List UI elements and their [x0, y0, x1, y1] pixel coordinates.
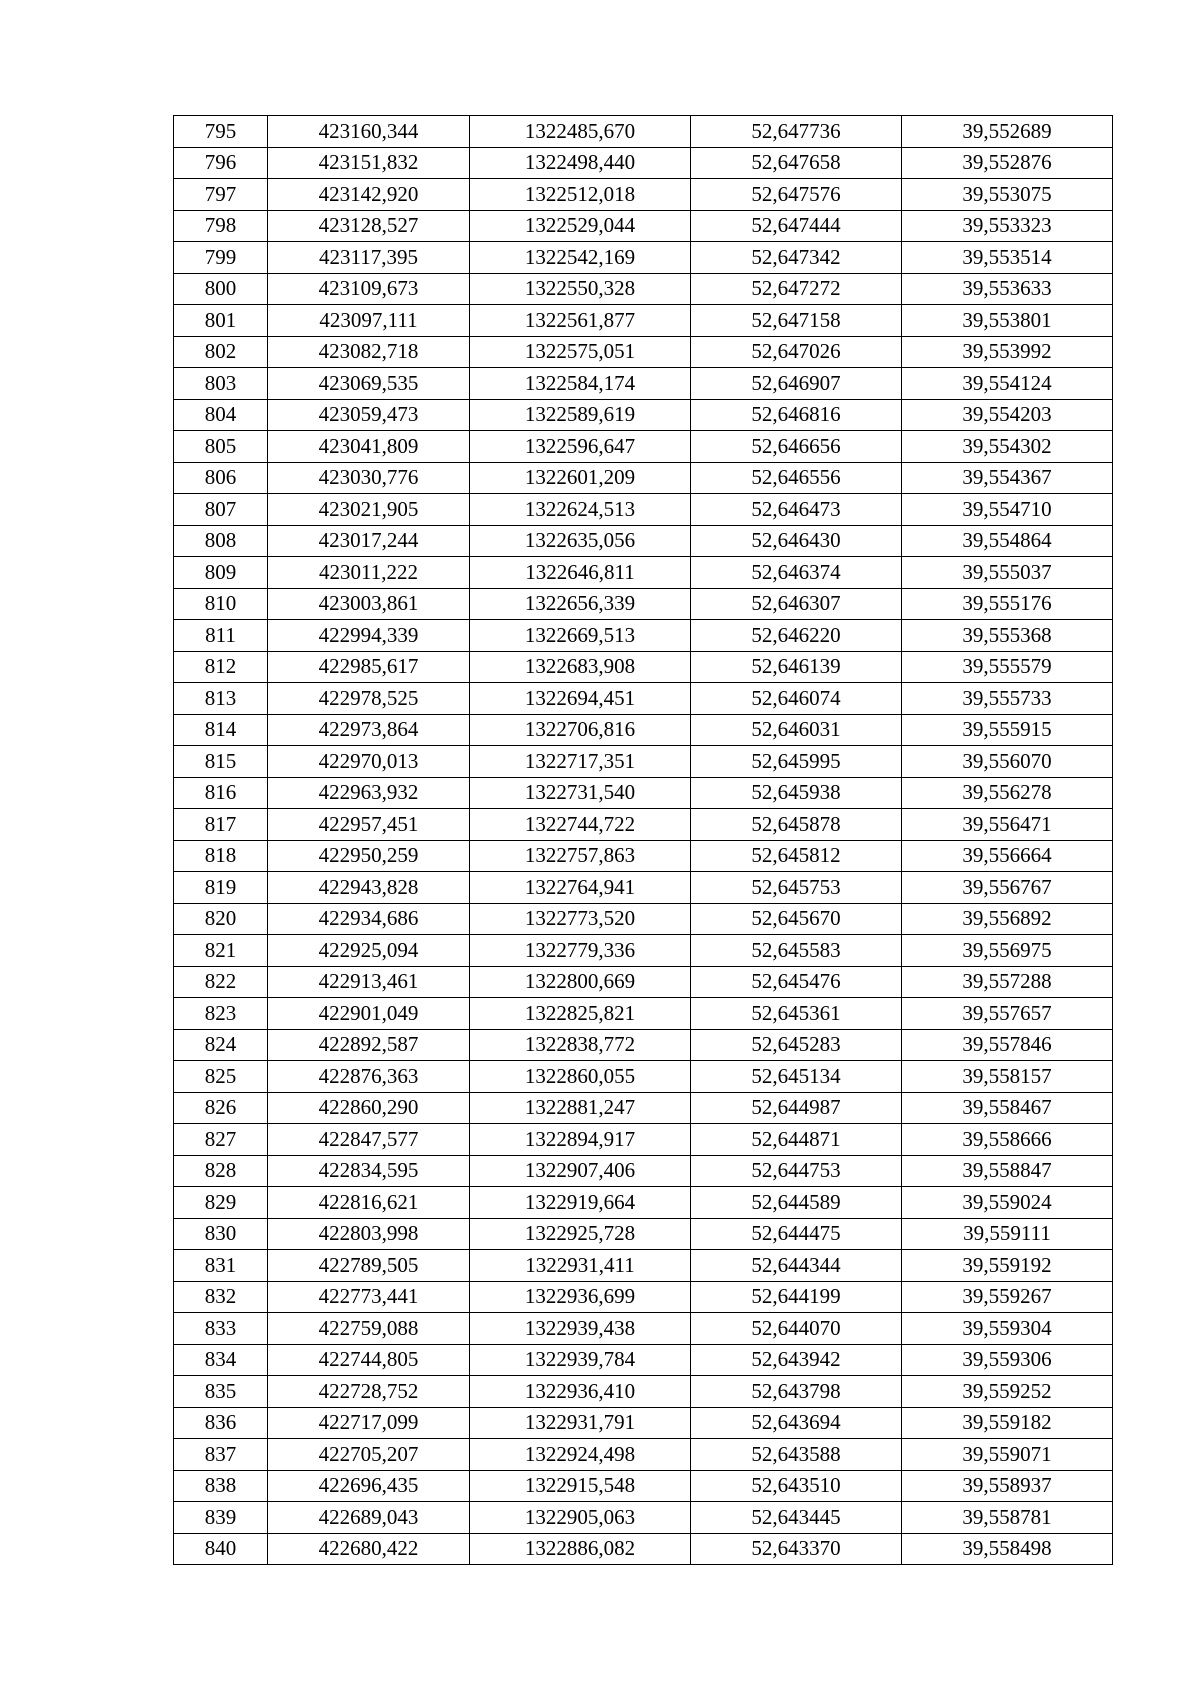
x-coordinate-cell: 423011,222	[268, 557, 470, 589]
latitude-cell: 52,647658	[691, 147, 902, 179]
point-number-cell: 820	[174, 903, 268, 935]
point-number-cell: 816	[174, 777, 268, 809]
longitude-cell: 39,558781	[902, 1502, 1113, 1534]
table-row	[174, 273, 1113, 305]
x-coordinate-cell: 422744,805	[268, 1344, 470, 1376]
longitude-cell: 39,558498	[902, 1533, 1113, 1565]
y-coordinate-cell: 1322731,540	[470, 777, 691, 809]
latitude-cell: 52,644753	[691, 1155, 902, 1187]
x-coordinate-cell: 422901,049	[268, 998, 470, 1030]
longitude-cell: 39,556664	[902, 840, 1113, 872]
table-row	[174, 1407, 1113, 1439]
y-coordinate-cell: 1322925,728	[470, 1218, 691, 1250]
y-coordinate-cell: 1322635,056	[470, 525, 691, 557]
latitude-cell: 52,646374	[691, 557, 902, 589]
x-coordinate-cell: 422943,828	[268, 872, 470, 904]
latitude-cell: 52,645995	[691, 746, 902, 778]
x-coordinate-cell: 423069,535	[268, 368, 470, 400]
x-coordinate-cell: 423041,809	[268, 431, 470, 463]
x-coordinate-cell: 423097,111	[268, 305, 470, 337]
x-coordinate-cell: 422789,505	[268, 1250, 470, 1282]
longitude-cell: 39,555176	[902, 588, 1113, 620]
point-number-cell: 802	[174, 336, 268, 368]
latitude-cell: 52,644199	[691, 1281, 902, 1313]
longitude-cell: 39,557288	[902, 966, 1113, 998]
point-number-cell: 811	[174, 620, 268, 652]
point-number-cell: 824	[174, 1029, 268, 1061]
latitude-cell: 52,645878	[691, 809, 902, 841]
latitude-cell: 52,647736	[691, 116, 902, 148]
table-row	[174, 242, 1113, 274]
point-number-cell: 832	[174, 1281, 268, 1313]
longitude-cell: 39,556975	[902, 935, 1113, 967]
latitude-cell: 52,646307	[691, 588, 902, 620]
y-coordinate-cell: 1322894,917	[470, 1124, 691, 1156]
y-coordinate-cell: 1322744,722	[470, 809, 691, 841]
latitude-cell: 52,643445	[691, 1502, 902, 1534]
y-coordinate-cell: 1322601,209	[470, 462, 691, 494]
table-row	[174, 179, 1113, 211]
longitude-cell: 39,556767	[902, 872, 1113, 904]
y-coordinate-cell: 1322939,438	[470, 1313, 691, 1345]
longitude-cell: 39,555733	[902, 683, 1113, 715]
longitude-cell: 39,559306	[902, 1344, 1113, 1376]
x-coordinate-cell: 423082,718	[268, 336, 470, 368]
x-coordinate-cell: 422816,621	[268, 1187, 470, 1219]
latitude-cell: 52,643510	[691, 1470, 902, 1502]
point-number-cell: 827	[174, 1124, 268, 1156]
y-coordinate-cell: 1322683,908	[470, 651, 691, 683]
x-coordinate-cell: 422705,207	[268, 1439, 470, 1471]
x-coordinate-cell: 423151,832	[268, 147, 470, 179]
table-row	[174, 1187, 1113, 1219]
latitude-cell: 52,645476	[691, 966, 902, 998]
table-row	[174, 336, 1113, 368]
point-number-cell: 796	[174, 147, 268, 179]
y-coordinate-cell: 1322886,082	[470, 1533, 691, 1565]
x-coordinate-cell: 423030,776	[268, 462, 470, 494]
latitude-cell: 52,646430	[691, 525, 902, 557]
y-coordinate-cell: 1322646,811	[470, 557, 691, 589]
table-row	[174, 305, 1113, 337]
longitude-cell: 39,552876	[902, 147, 1113, 179]
point-number-cell: 818	[174, 840, 268, 872]
x-coordinate-cell: 422680,422	[268, 1533, 470, 1565]
longitude-cell: 39,559252	[902, 1376, 1113, 1408]
table-row	[174, 1061, 1113, 1093]
point-number-cell: 829	[174, 1187, 268, 1219]
x-coordinate-cell: 422985,617	[268, 651, 470, 683]
x-coordinate-cell: 422717,099	[268, 1407, 470, 1439]
y-coordinate-cell: 1322561,877	[470, 305, 691, 337]
x-coordinate-cell: 422994,339	[268, 620, 470, 652]
table-row	[174, 525, 1113, 557]
point-number-cell: 825	[174, 1061, 268, 1093]
y-coordinate-cell: 1322881,247	[470, 1092, 691, 1124]
table-row	[174, 1250, 1113, 1282]
x-coordinate-cell: 422773,441	[268, 1281, 470, 1313]
longitude-cell: 39,554864	[902, 525, 1113, 557]
table-row	[174, 746, 1113, 778]
table-row	[174, 1533, 1113, 1565]
x-coordinate-cell: 422957,451	[268, 809, 470, 841]
longitude-cell: 39,554302	[902, 431, 1113, 463]
table-row	[174, 620, 1113, 652]
y-coordinate-cell: 1322800,669	[470, 966, 691, 998]
y-coordinate-cell: 1322717,351	[470, 746, 691, 778]
table-row	[174, 872, 1113, 904]
longitude-cell: 39,553992	[902, 336, 1113, 368]
table-row	[174, 714, 1113, 746]
latitude-cell: 52,646031	[691, 714, 902, 746]
y-coordinate-cell: 1322550,328	[470, 273, 691, 305]
latitude-cell: 52,644475	[691, 1218, 902, 1250]
point-number-cell: 810	[174, 588, 268, 620]
latitude-cell: 52,643694	[691, 1407, 902, 1439]
table-row	[174, 210, 1113, 242]
point-number-cell: 823	[174, 998, 268, 1030]
point-number-cell: 835	[174, 1376, 268, 1408]
latitude-cell: 52,645283	[691, 1029, 902, 1061]
table-row	[174, 1281, 1113, 1313]
latitude-cell: 52,645670	[691, 903, 902, 935]
longitude-cell: 39,559071	[902, 1439, 1113, 1471]
table-row	[174, 777, 1113, 809]
table-row	[174, 1092, 1113, 1124]
table-row	[174, 1313, 1113, 1345]
x-coordinate-cell: 423017,244	[268, 525, 470, 557]
y-coordinate-cell: 1322589,619	[470, 399, 691, 431]
point-number-cell: 795	[174, 116, 268, 148]
y-coordinate-cell: 1322512,018	[470, 179, 691, 211]
table-row	[174, 651, 1113, 683]
longitude-cell: 39,553801	[902, 305, 1113, 337]
y-coordinate-cell: 1322907,406	[470, 1155, 691, 1187]
longitude-cell: 39,554367	[902, 462, 1113, 494]
longitude-cell: 39,559192	[902, 1250, 1113, 1282]
table-row	[174, 1439, 1113, 1471]
x-coordinate-cell: 423003,861	[268, 588, 470, 620]
x-coordinate-cell: 422860,290	[268, 1092, 470, 1124]
point-number-cell: 838	[174, 1470, 268, 1502]
y-coordinate-cell: 1322575,051	[470, 336, 691, 368]
latitude-cell: 52,646556	[691, 462, 902, 494]
latitude-cell: 52,646139	[691, 651, 902, 683]
x-coordinate-cell: 422934,686	[268, 903, 470, 935]
latitude-cell: 52,646656	[691, 431, 902, 463]
point-number-cell: 797	[174, 179, 268, 211]
latitude-cell: 52,646816	[691, 399, 902, 431]
table-row	[174, 588, 1113, 620]
x-coordinate-cell: 422892,587	[268, 1029, 470, 1061]
x-coordinate-cell: 423117,395	[268, 242, 470, 274]
x-coordinate-cell: 422970,013	[268, 746, 470, 778]
latitude-cell: 52,644871	[691, 1124, 902, 1156]
table-row	[174, 935, 1113, 967]
x-coordinate-cell: 423059,473	[268, 399, 470, 431]
y-coordinate-cell: 1322779,336	[470, 935, 691, 967]
table-row	[174, 840, 1113, 872]
point-number-cell: 822	[174, 966, 268, 998]
table-row	[174, 1470, 1113, 1502]
y-coordinate-cell: 1322860,055	[470, 1061, 691, 1093]
longitude-cell: 39,556892	[902, 903, 1113, 935]
point-number-cell: 803	[174, 368, 268, 400]
point-number-cell: 804	[174, 399, 268, 431]
x-coordinate-cell: 422834,595	[268, 1155, 470, 1187]
point-number-cell: 812	[174, 651, 268, 683]
longitude-cell: 39,556471	[902, 809, 1113, 841]
y-coordinate-cell: 1322936,699	[470, 1281, 691, 1313]
y-coordinate-cell: 1322624,513	[470, 494, 691, 526]
longitude-cell: 39,555368	[902, 620, 1113, 652]
table-row	[174, 1344, 1113, 1376]
longitude-cell: 39,558937	[902, 1470, 1113, 1502]
x-coordinate-cell: 422978,525	[268, 683, 470, 715]
latitude-cell: 52,643370	[691, 1533, 902, 1565]
longitude-cell: 39,557846	[902, 1029, 1113, 1061]
point-number-cell: 800	[174, 273, 268, 305]
longitude-cell: 39,559182	[902, 1407, 1113, 1439]
x-coordinate-cell: 422973,864	[268, 714, 470, 746]
point-number-cell: 801	[174, 305, 268, 337]
coordinates-table	[173, 115, 1113, 1565]
latitude-cell: 52,645812	[691, 840, 902, 872]
y-coordinate-cell: 1322924,498	[470, 1439, 691, 1471]
longitude-cell: 39,553075	[902, 179, 1113, 211]
y-coordinate-cell: 1322706,816	[470, 714, 691, 746]
longitude-cell: 39,558467	[902, 1092, 1113, 1124]
table-row	[174, 1155, 1113, 1187]
latitude-cell: 52,643942	[691, 1344, 902, 1376]
longitude-cell: 39,555915	[902, 714, 1113, 746]
y-coordinate-cell: 1322529,044	[470, 210, 691, 242]
table-row	[174, 557, 1113, 589]
latitude-cell: 52,645938	[691, 777, 902, 809]
point-number-cell: 819	[174, 872, 268, 904]
latitude-cell: 52,644344	[691, 1250, 902, 1282]
y-coordinate-cell: 1322596,647	[470, 431, 691, 463]
longitude-cell: 39,553323	[902, 210, 1113, 242]
point-number-cell: 815	[174, 746, 268, 778]
x-coordinate-cell: 422696,435	[268, 1470, 470, 1502]
table-row	[174, 1124, 1113, 1156]
table-row	[174, 683, 1113, 715]
point-number-cell: 828	[174, 1155, 268, 1187]
latitude-cell: 52,644589	[691, 1187, 902, 1219]
latitude-cell: 52,643588	[691, 1439, 902, 1471]
x-coordinate-cell: 423021,905	[268, 494, 470, 526]
latitude-cell: 52,646907	[691, 368, 902, 400]
y-coordinate-cell: 1322542,169	[470, 242, 691, 274]
point-number-cell: 834	[174, 1344, 268, 1376]
y-coordinate-cell: 1322936,410	[470, 1376, 691, 1408]
x-coordinate-cell: 422963,932	[268, 777, 470, 809]
longitude-cell: 39,557657	[902, 998, 1113, 1030]
y-coordinate-cell: 1322919,664	[470, 1187, 691, 1219]
y-coordinate-cell: 1322838,772	[470, 1029, 691, 1061]
latitude-cell: 52,646473	[691, 494, 902, 526]
latitude-cell: 52,647026	[691, 336, 902, 368]
x-coordinate-cell: 423160,344	[268, 116, 470, 148]
latitude-cell: 52,647576	[691, 179, 902, 211]
point-number-cell: 837	[174, 1439, 268, 1471]
latitude-cell: 52,645753	[691, 872, 902, 904]
y-coordinate-cell: 1322773,520	[470, 903, 691, 935]
point-number-cell: 807	[174, 494, 268, 526]
y-coordinate-cell: 1322757,863	[470, 840, 691, 872]
y-coordinate-cell: 1322669,513	[470, 620, 691, 652]
longitude-cell: 39,555579	[902, 651, 1113, 683]
x-coordinate-cell: 422876,363	[268, 1061, 470, 1093]
latitude-cell: 52,646074	[691, 683, 902, 715]
table-row	[174, 116, 1113, 148]
longitude-cell: 39,555037	[902, 557, 1113, 589]
point-number-cell: 830	[174, 1218, 268, 1250]
table-row	[174, 462, 1113, 494]
latitude-cell: 52,647342	[691, 242, 902, 274]
latitude-cell: 52,645361	[691, 998, 902, 1030]
table-row	[174, 399, 1113, 431]
table-row	[174, 966, 1113, 998]
x-coordinate-cell: 422803,998	[268, 1218, 470, 1250]
latitude-cell: 52,646220	[691, 620, 902, 652]
y-coordinate-cell: 1322915,548	[470, 1470, 691, 1502]
longitude-cell: 39,559267	[902, 1281, 1113, 1313]
point-number-cell: 826	[174, 1092, 268, 1124]
x-coordinate-cell: 423128,527	[268, 210, 470, 242]
point-number-cell: 839	[174, 1502, 268, 1534]
longitude-cell: 39,559024	[902, 1187, 1113, 1219]
point-number-cell: 808	[174, 525, 268, 557]
point-number-cell: 798	[174, 210, 268, 242]
x-coordinate-cell: 422847,577	[268, 1124, 470, 1156]
point-number-cell: 806	[174, 462, 268, 494]
y-coordinate-cell: 1322825,821	[470, 998, 691, 1030]
y-coordinate-cell: 1322656,339	[470, 588, 691, 620]
longitude-cell: 39,554124	[902, 368, 1113, 400]
point-number-cell: 833	[174, 1313, 268, 1345]
table-row	[174, 809, 1113, 841]
table-row	[174, 1029, 1113, 1061]
latitude-cell: 52,647272	[691, 273, 902, 305]
longitude-cell: 39,556278	[902, 777, 1113, 809]
table-row	[174, 1376, 1113, 1408]
latitude-cell: 52,645583	[691, 935, 902, 967]
table-row	[174, 1502, 1113, 1534]
latitude-cell: 52,647444	[691, 210, 902, 242]
longitude-cell: 39,558157	[902, 1061, 1113, 1093]
table-row	[174, 431, 1113, 463]
point-number-cell: 821	[174, 935, 268, 967]
y-coordinate-cell: 1322931,411	[470, 1250, 691, 1282]
x-coordinate-cell: 423109,673	[268, 273, 470, 305]
latitude-cell: 52,647158	[691, 305, 902, 337]
point-number-cell: 813	[174, 683, 268, 715]
latitude-cell: 52,644070	[691, 1313, 902, 1345]
x-coordinate-cell: 423142,920	[268, 179, 470, 211]
longitude-cell: 39,552689	[902, 116, 1113, 148]
point-number-cell: 836	[174, 1407, 268, 1439]
table-body	[174, 116, 1113, 1565]
longitude-cell: 39,554710	[902, 494, 1113, 526]
point-number-cell: 817	[174, 809, 268, 841]
table-row	[174, 147, 1113, 179]
x-coordinate-cell: 422759,088	[268, 1313, 470, 1345]
y-coordinate-cell: 1322485,670	[470, 116, 691, 148]
table-row	[174, 1218, 1113, 1250]
table-row	[174, 494, 1113, 526]
point-number-cell: 805	[174, 431, 268, 463]
x-coordinate-cell: 422689,043	[268, 1502, 470, 1534]
table-row	[174, 903, 1113, 935]
longitude-cell: 39,558666	[902, 1124, 1113, 1156]
y-coordinate-cell: 1322498,440	[470, 147, 691, 179]
y-coordinate-cell: 1322694,451	[470, 683, 691, 715]
table-row	[174, 368, 1113, 400]
x-coordinate-cell: 422925,094	[268, 935, 470, 967]
point-number-cell: 814	[174, 714, 268, 746]
y-coordinate-cell: 1322931,791	[470, 1407, 691, 1439]
point-number-cell: 809	[174, 557, 268, 589]
longitude-cell: 39,553633	[902, 273, 1113, 305]
y-coordinate-cell: 1322939,784	[470, 1344, 691, 1376]
y-coordinate-cell: 1322764,941	[470, 872, 691, 904]
longitude-cell: 39,558847	[902, 1155, 1113, 1187]
x-coordinate-cell: 422728,752	[268, 1376, 470, 1408]
longitude-cell: 39,554203	[902, 399, 1113, 431]
latitude-cell: 52,643798	[691, 1376, 902, 1408]
point-number-cell: 799	[174, 242, 268, 274]
x-coordinate-cell: 422913,461	[268, 966, 470, 998]
longitude-cell: 39,559111	[902, 1218, 1113, 1250]
latitude-cell: 52,645134	[691, 1061, 902, 1093]
point-number-cell: 840	[174, 1533, 268, 1565]
x-coordinate-cell: 422950,259	[268, 840, 470, 872]
point-number-cell: 831	[174, 1250, 268, 1282]
longitude-cell: 39,553514	[902, 242, 1113, 274]
table-row	[174, 998, 1113, 1030]
longitude-cell: 39,556070	[902, 746, 1113, 778]
longitude-cell: 39,559304	[902, 1313, 1113, 1345]
y-coordinate-cell: 1322584,174	[470, 368, 691, 400]
y-coordinate-cell: 1322905,063	[470, 1502, 691, 1534]
latitude-cell: 52,644987	[691, 1092, 902, 1124]
